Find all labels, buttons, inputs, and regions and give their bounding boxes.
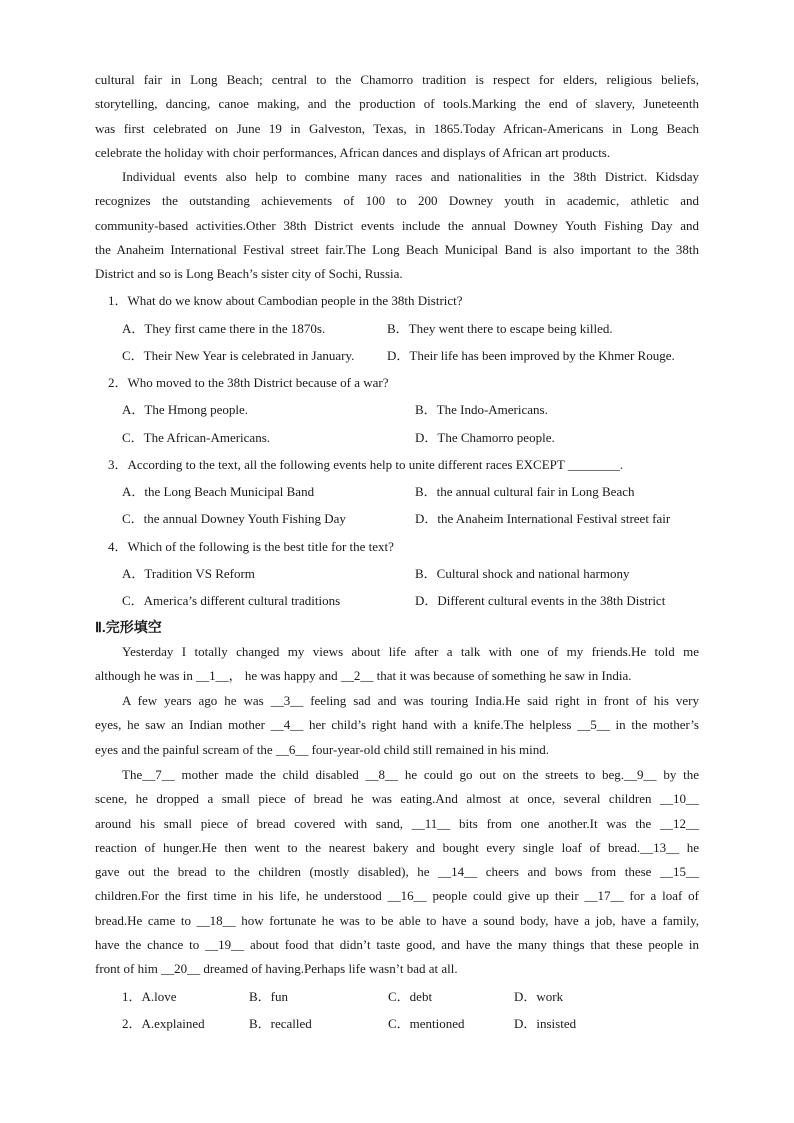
cloze-2-option-b[interactable]: B．recalled	[249, 1016, 312, 1031]
question-3-stem: 3．According to the text, all the following events help to unite different races EXCEPT ________.	[108, 457, 624, 472]
question-3-option-c[interactable]: C．the annual Downey Youth Fishing Day	[122, 511, 346, 526]
text-line: Yesterday I totally changed my views about life after a talk with one of my friends.He told me	[122, 644, 699, 659]
question-1-option-b[interactable]: B．They went there to escape being killed.	[387, 321, 613, 336]
cloze-1-option-c[interactable]: C．debt	[388, 989, 433, 1004]
text-line: cultural fair in Long Beach; central to the Chamorro tradition is respect for elders, religious beliefs,	[95, 72, 699, 87]
question-1-option-c[interactable]: C．Their New Year is celebrated in January.	[122, 348, 355, 363]
cloze-2-option-c[interactable]: C．mentioned	[388, 1016, 465, 1031]
question-2-option-a[interactable]: A．The Hmong people.	[122, 402, 249, 417]
text-line: scene, he dropped a small piece of bread he was eating.And almost at once, several children __10__	[95, 791, 699, 807]
reading-paragraph-1	[95, 68, 699, 165]
question-4-option-b[interactable]: B．Cultural shock and national harmony	[415, 566, 630, 581]
text-line: although he was in __1__， he was happy and __2__ that it was because of something he saw in India.	[95, 668, 632, 684]
text-line: Individual events also help to combine many races and nationalities in the 38th District. Kidsday	[122, 169, 699, 184]
question-4-option-d[interactable]: D．Different cultural events in the 38th District	[415, 593, 666, 608]
question-4-option-a[interactable]: A．Tradition VS Reform	[122, 566, 255, 581]
text-line: reaction of hunger.He then went to the nearest bakery and bought every single loaf of bread.__13__ he	[95, 839, 699, 855]
text-line: recognizes the outstanding achievements of 100 to 200 Downey youth in academic, athletic and	[95, 193, 699, 209]
question-3-option-d[interactable]: D．the Anaheim International Festival street fair	[415, 511, 671, 526]
text-line: around his small piece of bread covered with sand, __11__ bits from one another.It was the __12__	[95, 815, 699, 831]
cloze-paragraph-3	[95, 763, 699, 982]
section-heading: Ⅱ.完形填空	[95, 619, 162, 635]
text-line: A few years ago he was __3__ feeling sad and was touring India.He said right in front of his very	[122, 693, 699, 708]
question-3-option-b[interactable]: B．the annual cultural fair in Long Beach	[415, 484, 635, 499]
text-line: front of him __20__ dreamed of having.Perhaps life wasn’t bad at all.	[95, 961, 458, 977]
text-line: have the chance to __19__ about food that didn’t taste good, and have the many things that these people in	[95, 937, 699, 953]
text-line: The__7__ mother made the child disabled __8__ he could go out on the streets to beg.__9__ by the	[122, 767, 699, 782]
cloze-2-option-a[interactable]: 2．A.explained	[122, 1016, 205, 1031]
cloze-1-option-a[interactable]: 1．A.love	[122, 989, 177, 1004]
question-4-option-c[interactable]: C．America’s different cultural traditions	[122, 593, 341, 608]
text-line: bread.He came to __18__ how fortunate he was to be able to have a sound body, have a job, have a family,	[95, 912, 699, 928]
cloze-paragraph-1	[95, 640, 699, 689]
question-1-option-a[interactable]: A．They first came there in the 1870s.	[122, 321, 326, 336]
text-line: storytelling, dancing, canoe making, and the production of tools.Marking the end of slavery, Juneteenth	[95, 96, 699, 112]
text-line: children.For the first time in his life, he understood __16__ people could give up their __17__ for a loaf of	[95, 888, 699, 904]
text-line: community-based activities.Other 38th District events include the annual Downey Youth Fishing Day and	[95, 217, 699, 233]
reading-paragraph-2	[95, 165, 699, 286]
text-line: was first celebrated on June 19 in Galveston, Texas, in 1865.Today African-Americans in Long Beach	[95, 120, 699, 136]
cloze-1-option-d[interactable]: D．work	[514, 989, 564, 1004]
question-1-option-d[interactable]: D．Their life has been improved by the Khmer Rouge.	[387, 348, 675, 363]
text-line: the Anaheim International Festival street fair.The Long Beach Municipal Band is also important to the 38th	[95, 241, 699, 257]
question-4-stem: 4．Which of the following is the best title for the text?	[108, 539, 394, 554]
question-2-stem: 2．Who moved to the 38th District because of a war?	[108, 375, 389, 390]
question-2-option-d[interactable]: D．The Chamorro people.	[415, 430, 555, 445]
text-line: gave out the bread to the children (mostly disabled), he __14__ cheers and bows from these __15__	[95, 864, 699, 880]
question-2-option-b[interactable]: B．The Indo-Americans.	[415, 402, 548, 417]
text-line: District and so is Long Beach’s sister city of Sochi, Russia.	[95, 266, 403, 282]
question-1-stem: 1．What do we know about Cambodian people in the 38th District?	[108, 293, 463, 308]
cloze-paragraph-2	[95, 689, 699, 762]
question-2-option-c[interactable]: C．The African-Americans.	[122, 430, 271, 445]
cloze-1-option-b[interactable]: B．fun	[249, 989, 289, 1004]
text-line: eyes, he saw an Indian mother __4__ her child’s right hand with a knife.The helpless __5__ in the mother’s	[95, 717, 699, 733]
text-line: celebrate the holiday with choir performances, African dances and displays of African art products.	[95, 144, 611, 160]
cloze-2-option-d[interactable]: D．insisted	[514, 1016, 577, 1031]
question-3-option-a[interactable]: A．the Long Beach Municipal Band	[122, 484, 315, 499]
text-line: eyes and the painful scream of the __6__ four-year-old child still remained in his mind.	[95, 741, 549, 757]
